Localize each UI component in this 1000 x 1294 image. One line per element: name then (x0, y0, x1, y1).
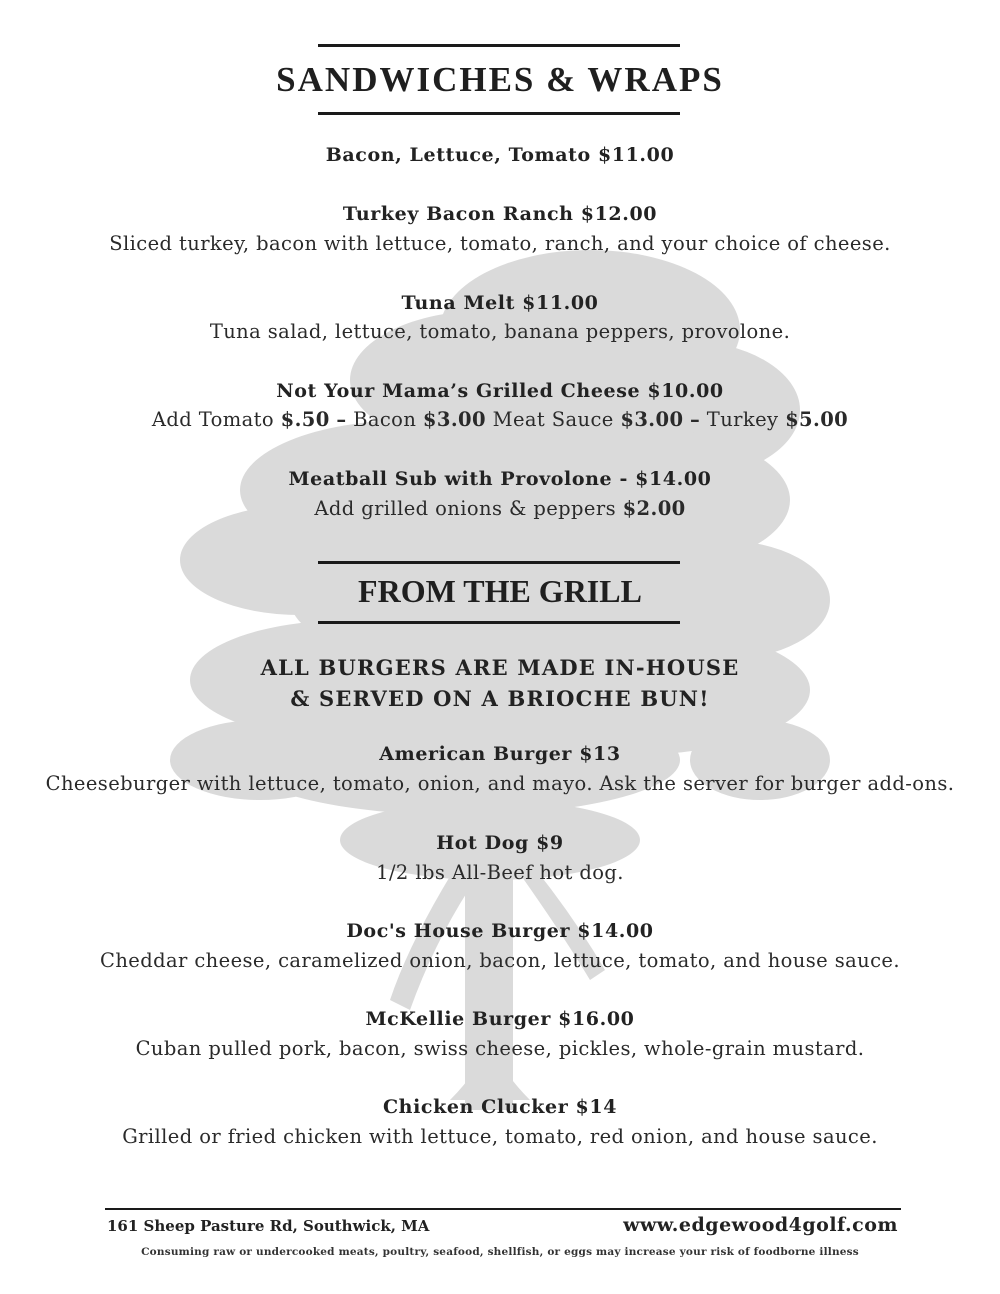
menu-item-name: Meatball Sub with Provolone - $14.00 (288, 468, 712, 490)
menu-item-desc: Sliced turkey, bacon with lettuce, tomato, ranch, and your choice of cheese. (109, 232, 891, 255)
footer-website: www.edgewood4golf.com (623, 1214, 898, 1236)
menu-item-desc: 1/2 lbs All-Beef hot dog. (376, 861, 624, 884)
section-title-grill: FROM THE GRILL (358, 573, 642, 609)
menu-item-name: Turkey Bacon Ranch $12.00 (342, 203, 658, 225)
footer-address: 161 Sheep Pasture Rd, Southwick, MA (107, 1217, 430, 1235)
menu-item-name: Not Your Mama’s Grilled Cheese $10.00 (276, 380, 724, 402)
menu-item-name: Doc's House Burger $14.00 (346, 920, 654, 942)
menu-item-desc: Tuna salad, lettuce, tomato, banana peppers, provolone. (209, 320, 791, 343)
menu-item-name: McKellie Burger $16.00 (365, 1008, 635, 1030)
menu-item-addons: Add Tomato $.50 – Bacon $3.00 Meat Sauce $3.00 – Turkey $5.00 (151, 408, 849, 431)
menu-item-desc: Cheddar cheese, caramelized onion, bacon, lettuce, tomato, and house sauce. (100, 949, 900, 972)
menu-item-name: American Burger $13 (379, 743, 621, 765)
footer-disclaimer: Consuming raw or undercooked meats, poultry, seafood, shellfish, or eggs may increase your risk of foodborne illness (141, 1246, 859, 1258)
burger-banner-line2: & SERVED ON A BRIOCHE BUN! (290, 686, 710, 711)
menu-item-desc: Add grilled onions & peppers $2.00 (314, 497, 686, 520)
menu-item-name: Bacon, Lettuce, Tomato $11.00 (325, 144, 675, 166)
burger-banner-line1: ALL BURGERS ARE MADE IN-HOUSE (260, 655, 740, 680)
menu-item-name: Tuna Melt $11.00 (401, 292, 599, 314)
menu-item-desc: Grilled or fried chicken with lettuce, tomato, red onion, and house sauce. (122, 1125, 878, 1148)
title-rule-bottom (318, 112, 680, 115)
menu-item-desc: Cuban pulled pork, bacon, swiss cheese, pickles, whole-grain mustard. (135, 1037, 865, 1060)
section-title-sandwiches: SANDWICHES & WRAPS (276, 60, 724, 99)
title-rule-bottom (318, 621, 680, 624)
menu-item-name: Chicken Clucker $14 (382, 1096, 618, 1118)
title-rule-top (318, 44, 680, 47)
menu-item-name: Hot Dog $9 (436, 832, 564, 854)
footer-rule (105, 1208, 901, 1210)
menu-item-desc: Cheeseburger with lettuce, tomato, onion, and mayo. Ask the server for burger add-ons. (45, 772, 955, 795)
burger-banner (0, 652, 1000, 714)
title-rule-top (318, 561, 680, 564)
